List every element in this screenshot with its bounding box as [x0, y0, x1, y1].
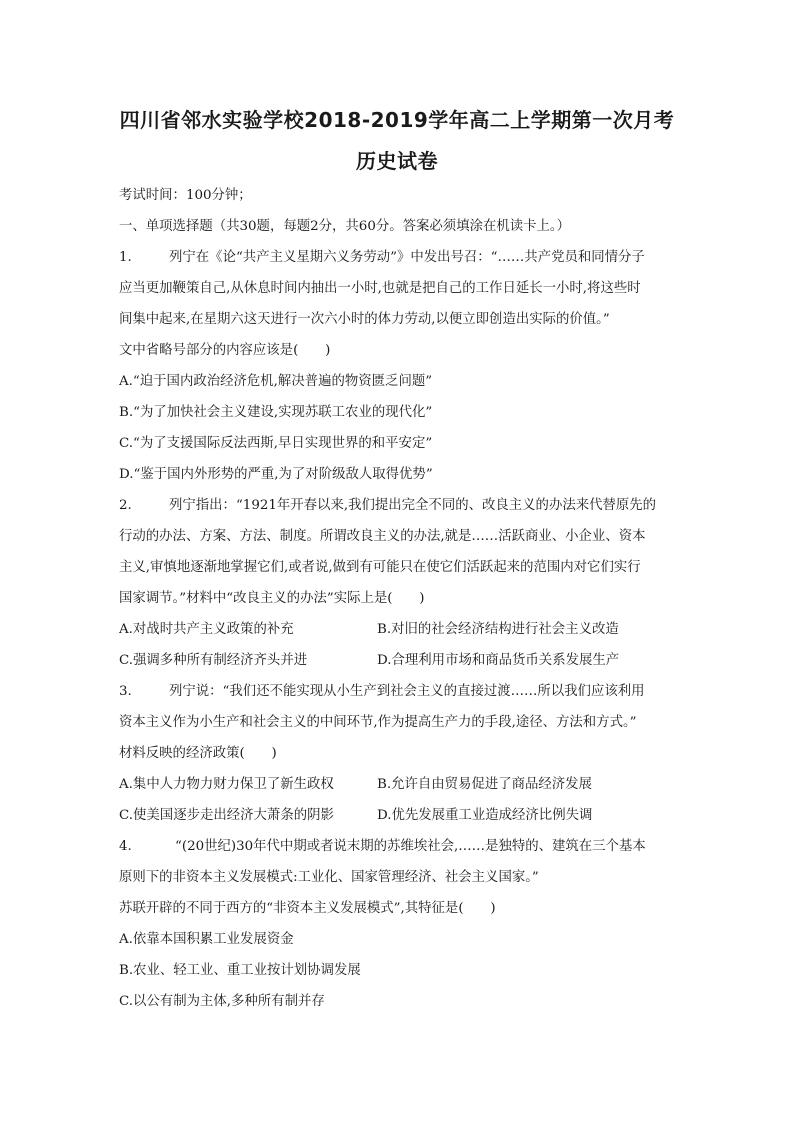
- question-1-line-2: 应当更加鞭策自己,从休息时间内抽出一小时,也就是把自己的工作日延长一小时,将这些时: [119, 281, 641, 296]
- question-1-option-d: D.“鉴于国内外形势的严重,为了对阶级敌人取得优势”: [119, 467, 433, 482]
- question-2-line-3: 主义,审慎地逐渐地掌握它们,或者说,做到有可能只在使它们活跃起来的范围内对它们实行: [119, 560, 641, 575]
- question-4-option-a: A.依靠本国积累工业发展资金: [119, 932, 294, 947]
- question-4-line-2: 原则下的非资本主义发展模式:工业化、国家管理经济、社会主义国家。”: [119, 870, 539, 885]
- question-4-prompt: 苏联开辟的不同于西方的“非资本主义发展模式”,其特征是( ): [119, 901, 496, 916]
- question-1-prompt: 文中省略号部分的内容应该是( ): [119, 343, 331, 358]
- question-2-options-row-1: [119, 622, 294, 638]
- question-3-line-2: 资本主义作为小生产和社会主义的中间环节,作为提高生产力的手段,途径、方法和方式。”: [119, 715, 637, 730]
- question-1-option-b: B.“为了加快社会主义建设,实现苏联工农业的现代化”: [119, 405, 433, 420]
- exam-subtitle: 历史试卷: [356, 149, 438, 173]
- question-2-option-c: C.强调多种所有制经济齐头并进: [119, 653, 308, 668]
- question-4-option-c: C.以公有制为主体,多种所有制并存: [119, 994, 325, 1009]
- question-3-option-c: C.使美国逐步走出经济大萧条的阴影: [119, 808, 334, 823]
- question-2-option-b: B.对旧的社会经济结构进行社会主义改造: [377, 622, 619, 637]
- question-2-prompt: 国家调节。”材料中“改良主义的办法”实际上是( ): [119, 591, 425, 606]
- question-4-option-b: B.农业、轻工业、重工业按计划协调发展: [119, 963, 361, 978]
- question-number: 1.: [119, 250, 132, 265]
- exam-title: 四川省邻水实验学校2018-2019学年高二上学期第一次月考: [119, 108, 675, 132]
- question-4-line-1: 4. “(20世纪)30年代中期或者说末期的苏维埃社会,……是独特的、建筑在三个基本: [119, 839, 646, 854]
- question-number: 3.: [119, 684, 132, 699]
- question-3-option-b: B.允许自由贸易促进了商品经济发展: [377, 777, 592, 792]
- question-1-option-a: A.“迫于国内政治经济危机,解决普遍的物资匮乏问题”: [119, 374, 433, 389]
- question-number: 2.: [119, 498, 132, 513]
- section-header: 一、单项选择题（共30题，每题2分，共60分。答案必须填涂在机读卡上。）: [119, 219, 571, 234]
- question-2-option-a: A.对战时共产主义政策的补充: [119, 622, 294, 637]
- question-3-option-d: D.优先发展重工业造成经济比例失调: [377, 808, 593, 823]
- exam-time: 考试时间：100分钟；: [119, 188, 252, 203]
- question-1-line-3: 间集中起来,在星期六这天进行一次六小时的体力劳动,以便立即创造出实际的价值。”: [119, 312, 610, 327]
- question-3-prompt: 材料反映的经济政策( ): [119, 746, 277, 761]
- question-3-option-a: A.集中人力物力财力保卫了新生政权: [119, 777, 334, 792]
- question-2-line-2: 行动的办法、方案、方法、制度。所谓改良主义的办法,就是……活跃商业、小企业、资本: [119, 529, 646, 544]
- question-2-option-d: D.合理利用市场和商品货币关系发展生产: [377, 653, 620, 668]
- question-3-line-1: 3. 列宁说：“我们还不能实现从小生产到社会主义的直接过渡……所以我们应该利用: [119, 684, 645, 699]
- question-1-line-1: 1. 列宁在《论“共产主义星期六义务劳动”》中发出号召：“……共产党员和同情分子: [119, 250, 645, 265]
- question-2-line-1: 2. 列宁指出：“1921年开春以来,我们提出完全不同的、改良主义的办法来代替原先的: [119, 498, 657, 513]
- question-1-option-c: C.“为了支援国际反法西斯,早日实现世界的和平安定”: [119, 436, 433, 451]
- question-number: 4.: [119, 839, 132, 854]
